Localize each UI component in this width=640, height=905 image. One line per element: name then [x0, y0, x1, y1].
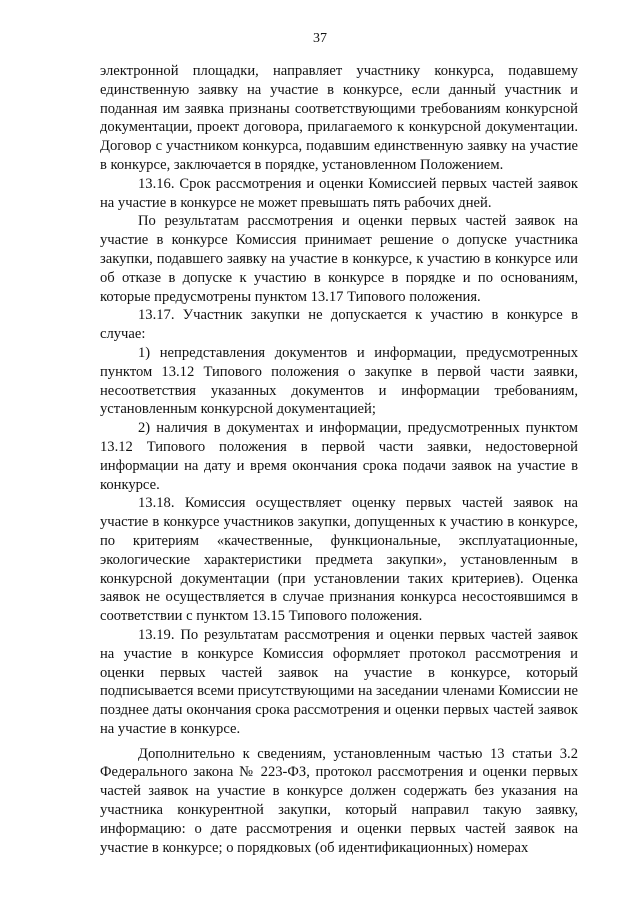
paragraph-review-results: По результатам рассмотрения и оценки первых частей заявок на участие в конкурсе Комиссия принимает решение о допуске участника закупки, подавшего заявку на участие в конкурсе, к участию в конкурсе или об отказе в допуске к участию в конкурсе в порядке и по основаниям, которые предусмотрены пунктом 13.17 Типового положения. — [100, 213, 578, 305]
list-item-1: 1) непредставления документов и информации, предусмотренных пунктом 13.12 Типового положения о закупке в первой части заявки, несоответствия указанных документов и информации требованиям, установленным конкурсной документацией; — [100, 344, 578, 418]
paragraph-continuation: электронной площадки, направляет участнику конкурса, подавшему единственную заявку на участие в конкурсе, если данный участник и поданная им заявка признаны соответствующими требованиям конкурсной документации, проект договора, прилагаемого к конкурсной документации. Договор с участником конкурса, подавшим единственную заявку на участие в конкурсе, заключается в порядке, установленном Положением. — [100, 63, 578, 173]
document-body — [100, 62, 578, 857]
paragraph-13-18: 13.18. Комиссия осуществляет оценку первых частей заявок на участие в конкурсе участников закупки, допущенных к участию в конкурсе, по критериям «качественные, функциональные, эксплуатационные, экологические характеристики предмета закупки», установленным в конкурсной документации (при установлении таких критериев). Оценка заявок не осуществляется в случае признания конкурса несостоявшимся в соответствии с пунктом 13.15 Типового положения. — [100, 495, 578, 625]
page-number: 37 — [313, 31, 327, 46]
list-item-2: 2) наличия в документах и информации, предусмотренных пунктом 13.12 Типового положения в первой части заявки, недостоверной информации на дату и время окончания срока подачи заявок на участие в конкурсе. — [100, 420, 578, 493]
paragraph-13-17: 13.17. Участник закупки не допускается к участию в конкурсе в случае: — [100, 307, 578, 343]
paragraph-additional-info: Дополнительно к сведениям, установленным частью 13 статьи 3.2 Федерального закона № 223-ФЗ, протокол рассмотрения и оценки первых частей заявок на участие в конкурсе должен содержать без указания на участника конкурентной закупки, который направил такую заявку, информацию: о дате рассмотрения и оценки первых частей заявок на участие в конкурсе; о порядковых (об идентификационных) номерах — [100, 745, 578, 856]
paragraph-13-16: 13.16. Срок рассмотрения и оценки Комиссией первых частей заявок на участие в конкурсе не может превышать пять рабочих дней. — [100, 175, 578, 211]
paragraph-13-19: 13.19. По результатам рассмотрения и оценки первых частей заявок на участие в конкурсе Комиссия оформляет протокол рассмотрения и оценки первых частей заявок на участие в конкурсе, который подписывается всеми присутствующими на заседании членами Комиссии не позднее даты окончания срока рассмотрения и оценки первых частей заявок на участие в конкурсе. — [100, 626, 578, 737]
